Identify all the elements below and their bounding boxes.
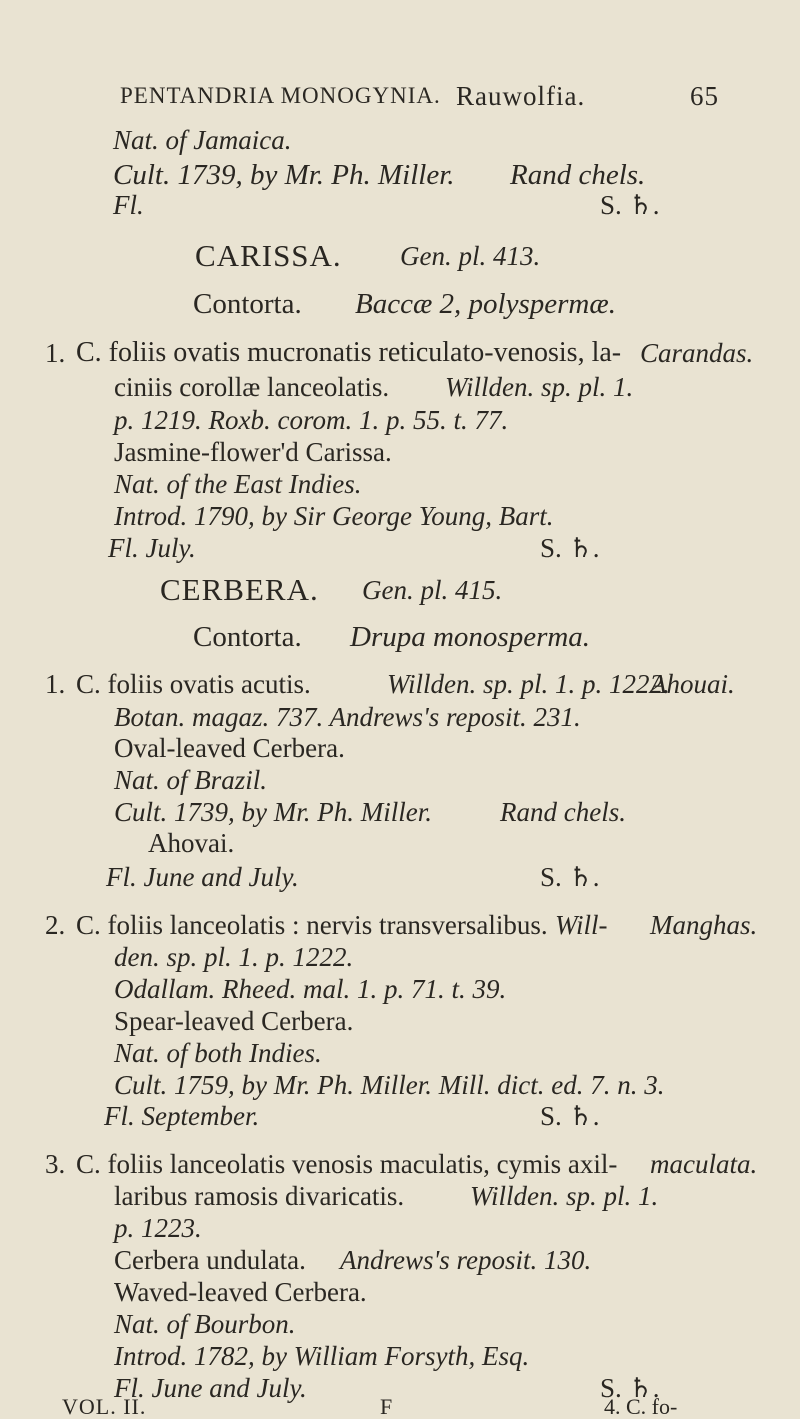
- species-number: 3.: [45, 1149, 66, 1179]
- native-line: Nat. of Brazil.: [114, 765, 268, 795]
- flowering-line: Fl. June and July. S. ♄.: [0, 1368, 800, 1408]
- catchword: 4. C. fo-: [604, 1394, 678, 1419]
- genus-heading-cerbera: [0, 570, 800, 610]
- page-footer: [0, 1374, 800, 1419]
- species-cerbera-2: 2. C. foliis lanceolatis : nervis transversalibus. Will- Manghas.: [0, 905, 800, 945]
- native-line: Nat. of the East Indies.: [114, 469, 362, 499]
- habit-symbol: S. ♄.: [600, 1373, 660, 1403]
- header-class-title: PENTANDRIA MONOGYNIA.: [120, 83, 441, 108]
- page-number: 65: [690, 81, 719, 111]
- introduction-line: Introd. 1782, by William Forsyth, Esq.: [114, 1341, 530, 1371]
- introduction-line: Introd. 1790, by Sir George Young, Bart.: [114, 501, 554, 531]
- english-name: Jasmine-flower'd Carissa.: [114, 437, 392, 467]
- signature-mark: F: [380, 1394, 393, 1419]
- flowering-line: Fl. July. S. ♄.: [0, 528, 800, 568]
- species-cerbera-1-line2: Botan. magaz. 737. Andrews's reposit. 231.: [114, 702, 581, 732]
- species-carissa-1: 1. C. foliis ovatis mucronatis reticulato-venosis, la- Carandas.: [0, 333, 800, 373]
- volume-label: VOL. II.: [62, 1394, 147, 1419]
- trivial-name: Ahouai.: [650, 669, 735, 699]
- species-carissa-1-line3: p. 1219. Roxb. corom. 1. p. 55. t. 77.: [114, 405, 509, 435]
- flowering-line: Fl. September. S. ♄.: [0, 1096, 800, 1136]
- species-cerbera-1: 1. C. foliis ovatis acutis. Willden. sp. pl. 1. p. 1222. Ahouai.: [0, 664, 800, 704]
- genus-heading-carissa: [0, 236, 800, 276]
- genus-name: CERBERA.: [160, 572, 319, 607]
- cultivation-line: Cult. 1739, by Mr. Ph. Miller. Rand chels.: [114, 797, 626, 827]
- species-cerbera-3-line2: laribus ramosis divaricatis. Willden. sp. pl. 1.: [114, 1181, 659, 1211]
- rauwolfia-flowering: Fl. S. ♄.: [0, 185, 800, 225]
- flowering-line: Fl. June and July. S. ♄.: [0, 857, 800, 897]
- rauwolfia-cult: Cult. 1739, by Mr. Ph. Miller. Rand chels.: [113, 159, 646, 191]
- english-name: Spear-leaved Cerbera.: [114, 1006, 354, 1036]
- cultivation-line: Cult. 1759, by Mr. Ph. Miller. Mill. dict. ed. 7. n. 3.: [114, 1070, 665, 1100]
- species-cerbera-3-line3: p. 1223.: [114, 1213, 202, 1243]
- species-number: 1.: [45, 338, 66, 368]
- trivial-name: Manghas.: [650, 910, 758, 940]
- species-carissa-1-line2: ciniis corollæ lanceolatis. Willden. sp. pl. 1.: [114, 372, 634, 402]
- habit-symbol: S. ♄.: [540, 862, 600, 892]
- habit-symbol: S. ♄.: [600, 190, 660, 220]
- trivial-name: Carandas.: [640, 338, 754, 368]
- species-number: 1.: [45, 669, 66, 699]
- local-name: Ahovai.: [148, 828, 235, 858]
- header-genus: Rauwolfia.: [456, 81, 586, 111]
- native-line: Nat. of Bourbon.: [114, 1309, 296, 1339]
- genus-character-cerbera: Contorta. Drupa monosperma.: [193, 621, 591, 653]
- english-name: Waved-leaved Cerbera.: [114, 1277, 367, 1307]
- species-number: 2.: [45, 910, 66, 940]
- genus-reference: Gen. pl. 415.: [362, 575, 503, 605]
- habit-symbol: S. ♄.: [540, 1101, 600, 1131]
- trivial-name: maculata.: [650, 1149, 758, 1179]
- species-cerbera-2-line3: Odallam. Rheed. mal. 1. p. 71. t. 39.: [114, 974, 507, 1004]
- genus-name: CARISSA.: [195, 238, 342, 273]
- genus-character-carissa: Contorta. Baccæ 2, polyspermæ.: [193, 288, 616, 320]
- species-cerbera-3-line4: Cerbera undulata. Andrews's reposit. 130.: [114, 1245, 592, 1275]
- english-name: Oval-leaved Cerbera.: [114, 733, 345, 763]
- species-cerbera-3: 3. C. foliis lanceolatis venosis maculatis, cymis axil- maculata.: [0, 1144, 800, 1184]
- rauwolfia-native: Nat. of Jamaica.: [113, 125, 292, 155]
- native-line: Nat. of both Indies.: [114, 1038, 322, 1068]
- genus-reference: Gen. pl. 413.: [400, 241, 541, 271]
- species-cerbera-2-line2: den. sp. pl. 1. p. 1222.: [114, 942, 354, 972]
- running-header: [0, 76, 800, 116]
- habit-symbol: S. ♄.: [540, 533, 600, 563]
